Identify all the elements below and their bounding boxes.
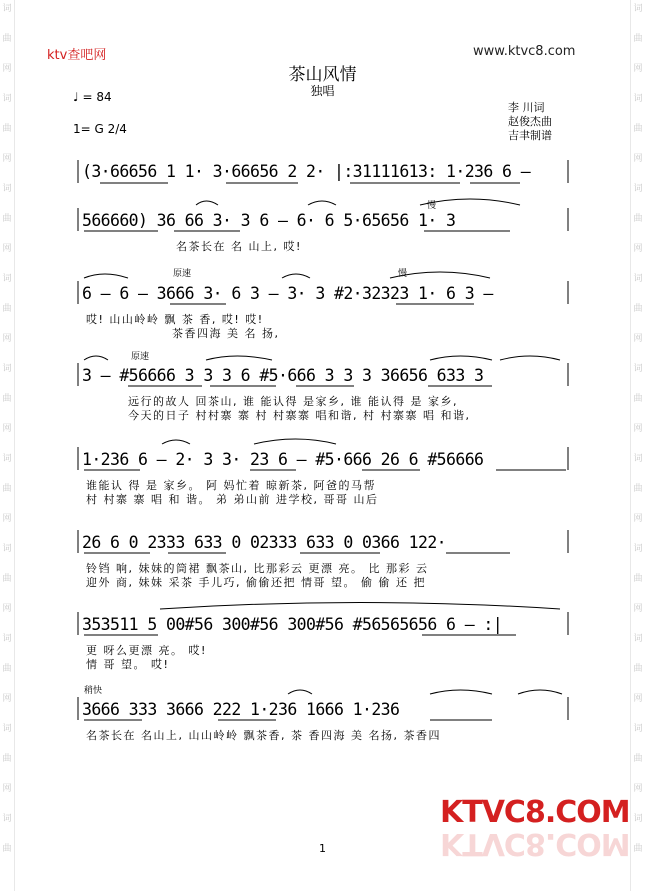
lyric-line-2: 名茶长在 名 山上, 哎! (176, 240, 302, 253)
watermark-glyph: 词 (2, 454, 12, 464)
watermark-glyph: 词 (633, 364, 643, 374)
score-line-5: 1·236 6 — 2· 3 3· 23 6 — #5·666 26 6 #56666 (82, 450, 484, 469)
watermark-glyph: 词 (633, 814, 643, 824)
mark-original-tempo: 原速 (173, 269, 192, 279)
watermark-glyph: 网 (633, 154, 643, 164)
key-signature: 1= G 2/4 (73, 122, 127, 136)
watermark-glyph: 网 (2, 604, 12, 614)
credit-lyricist: 李 川词 (508, 101, 545, 114)
lyric-line-4b: 今天的日子 村村寨 寨 村 村寨寨 唱和谐, 村 村寨寨 唱 和谐, (128, 409, 471, 422)
watermark-glyph: 曲 (2, 484, 12, 494)
watermark-glyph: 曲 (633, 754, 643, 764)
watermark-glyph: 网 (633, 694, 643, 704)
watermark-glyph: 网 (2, 424, 12, 434)
watermark-glyph: 曲 (633, 214, 643, 224)
watermark-glyph: 词 (633, 544, 643, 554)
watermark-glyph: 曲 (633, 394, 643, 404)
lyric-line-6a: 铃铛 响, 妹妹的筒裙 飘茶山, 比那彩云 更漂 亮。 比 那彩 云 (86, 562, 429, 575)
lyric-line-5a: 谁能认 得 是 家乡。 阿 妈忙着 晾新茶, 阿爸的马帮 (86, 479, 376, 492)
watermark-glyph: 词 (2, 634, 12, 644)
watermark-glyph: 曲 (633, 484, 643, 494)
watermark-glyph: 曲 (633, 34, 643, 44)
watermark-glyph: 词 (2, 364, 12, 374)
score-line-7: 353511 5 00#56 300#56 300#56 #56565656 6 — :| (82, 615, 503, 634)
watermark-glyph: 网 (633, 514, 643, 524)
watermark-glyph: 网 (2, 694, 12, 704)
watermark-glyph: 曲 (2, 844, 12, 854)
watermark-glyph: 曲 (633, 124, 643, 134)
watermark-glyph: 曲 (2, 754, 12, 764)
score-line-3: 6 — 6 — 3666 3· 6 3 — 3· 3 #2·32323 1· 6 3 — (82, 284, 493, 303)
song-title: 茶山风情 (288, 65, 357, 85)
watermark-glyph: 词 (633, 724, 643, 734)
watermark-glyph: 曲 (2, 664, 12, 674)
score-line-4: 3 — #56666 3 3 3 6 #5·666 3 3 3 36656 633 3 (82, 366, 484, 385)
watermark-glyph: 词 (2, 724, 12, 734)
mark-original-tempo-2: 原速 (131, 352, 150, 362)
watermark-glyph: 网 (633, 784, 643, 794)
lyric-line-7b: 情 哥 望。 哎! (86, 658, 170, 671)
watermark-glyph: 词 (633, 94, 643, 104)
watermark-glyph: 曲 (2, 124, 12, 134)
watermark-glyph: 网 (2, 154, 12, 164)
credit-composer: 赵俊杰曲 (508, 115, 552, 128)
watermark-glyph: 曲 (2, 304, 12, 314)
watermark-glyph: 网 (2, 244, 12, 254)
watermark-glyph: 网 (633, 334, 643, 344)
watermark-glyph: 曲 (633, 304, 643, 314)
watermark-glyph: 词 (633, 454, 643, 464)
song-subtitle: 独唱 (310, 84, 335, 98)
watermark-glyph: 词 (2, 4, 12, 14)
lyric-line-4a: 远行的故人 回茶山, 谁 能认得 是家乡, 谁 能认得 是 家乡, (128, 395, 458, 408)
tempo-marking: ♩ = 84 (73, 90, 112, 104)
watermark-glyph: 词 (633, 184, 643, 194)
watermark-glyph: 词 (2, 814, 12, 824)
mark-slow-2: 慢 (398, 269, 408, 279)
score-line-6: 26 6 0 2333 633 0 02333 633 0 0366 122· (82, 533, 447, 552)
watermark-glyph: 曲 (2, 394, 12, 404)
watermark-glyph: 曲 (633, 664, 643, 674)
watermark-glyph: 网 (633, 424, 643, 434)
watermark-glyph: 网 (633, 64, 643, 74)
score-line-8: 3666 333 3666 222 1·236 1666 1·236 (82, 700, 400, 719)
lyric-line-7a: 更 呀么更漂 亮。 哎! (86, 644, 207, 657)
watermark-glyph: 曲 (633, 574, 643, 584)
lyric-line-8: 名茶长在 名山上, 山山岭岭 飘茶香, 茶 香四海 美 名扬, 茶香四 (86, 729, 441, 742)
watermark-glyph: 网 (2, 514, 12, 524)
lyric-line-5b: 村 村寨 寨 唱 和 谐。 弟 弟山前 进学校, 哥哥 山后 (86, 493, 379, 506)
watermark-glyph: 网 (633, 604, 643, 614)
watermark-glyph: 网 (2, 64, 12, 74)
site-url-right[interactable]: www.ktvc8.com (473, 44, 576, 59)
watermark-glyph: 词 (2, 184, 12, 194)
mark-slightly-faster: 稍快 (84, 686, 103, 696)
watermark-glyph: 网 (2, 334, 12, 344)
watermark-glyph: 词 (633, 4, 643, 14)
lyric-line-3a: 哎! 山山岭岭 飘 茶 香, 哎! 哎! (86, 313, 264, 326)
site-brand-left[interactable]: ktv查吧网 (47, 48, 107, 63)
watermark-glyph: 曲 (2, 574, 12, 584)
watermark-glyph: 词 (2, 94, 12, 104)
credit-arranger: 吉聿制谱 (508, 129, 552, 142)
page-number: 1 (319, 842, 326, 855)
watermark-glyph: 曲 (2, 34, 12, 44)
watermark-glyph: 网 (633, 244, 643, 254)
watermark-glyph: 词 (633, 274, 643, 284)
score-line-2: 566660) 36 66 3· 3 6 — 6· 6 5·65656 1· 3 (82, 211, 456, 230)
watermark-glyph: 词 (2, 274, 12, 284)
lyric-line-3b: 茶香四海 美 名 扬, (172, 327, 280, 340)
mark-slow: 慢 (427, 201, 437, 211)
watermark-glyph: 曲 (633, 844, 643, 854)
watermark-glyph: 词 (633, 634, 643, 644)
watermark-glyph: 曲 (2, 214, 12, 224)
site-logo-reflection: KTVC8.COM (440, 826, 630, 861)
watermark-glyph: 网 (2, 784, 12, 794)
lyric-line-6b: 迎外 商, 妹妹 采茶 手儿巧, 偷偷还把 情哥 望。 偷 偷 还 把 (86, 576, 426, 589)
score-line-1: (3·66656 1 1· 3·66656 2 2· |:31111613: 1·236 6 — (82, 162, 531, 181)
site-logo: KTVC8.COM (440, 795, 630, 830)
watermark-glyph: 词 (2, 544, 12, 554)
